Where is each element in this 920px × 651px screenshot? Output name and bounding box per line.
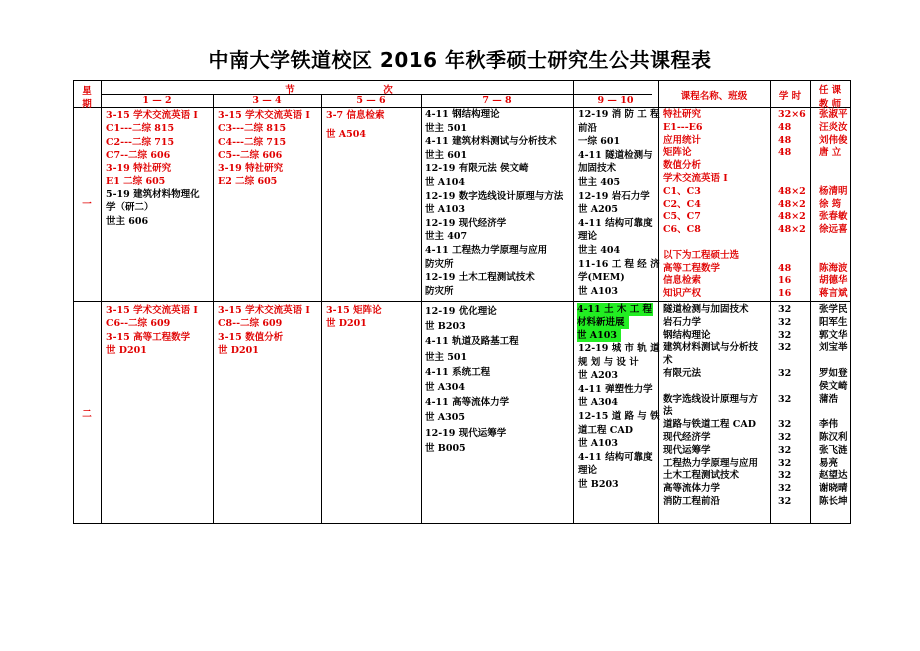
mon-p910-line: 加固技术 — [578, 163, 617, 175]
course-hours: 32 — [778, 483, 792, 495]
mon-p78-line: 防灾所 — [425, 258, 454, 270]
course-teacher: 杨清明 — [819, 185, 848, 197]
tue-course-list — [663, 304, 758, 509]
tue-p56-line: 世 D201 — [326, 318, 367, 330]
tue-p78 — [425, 304, 519, 456]
course-hours: 32×6 — [778, 109, 806, 120]
course-name: 道路与铁道工程 CAD — [663, 419, 756, 431]
course-name: 有限元法 — [663, 367, 702, 379]
course-hours: 32 — [778, 419, 792, 431]
tue-p910-line: 12-15 道 路 与 铁 — [578, 410, 660, 422]
mon-p78-line: 4-11 工程热力学原理与应用 — [425, 244, 548, 256]
tue-p12 — [106, 304, 198, 357]
tue-p910-line: 世 A203 — [578, 370, 619, 382]
mon-p910 — [578, 108, 660, 298]
tue-p12-line: C6--二综 609 — [106, 318, 171, 330]
tue-p78-line: 4-11 系统工程 — [425, 366, 491, 378]
tue-p78-line: 世 A304 — [425, 382, 466, 394]
mon-p78-line: 12-19 有限元法 侯文崎 — [425, 163, 529, 175]
mon-p910-line: 世主 404 — [578, 244, 621, 256]
tue-p12-line: 3-15 高等工程数学 — [106, 331, 191, 343]
mon-p34 — [218, 109, 310, 189]
tue-p910-line: 理论 — [578, 465, 598, 477]
tue-teacher-list — [819, 304, 848, 509]
mon-p12-line: 3-19 特社研究 — [106, 163, 172, 175]
tue-p12-line: 3-15 学术交流英语 I — [106, 305, 198, 316]
mon-hours-list — [778, 109, 806, 301]
day-label-tuesday: 二 — [82, 409, 92, 420]
mon-p12-line: E1 二综 605 — [106, 176, 166, 188]
page-title: 中南大学铁道校区 2016 年秋季硕士研究生公共课程表 — [208, 48, 712, 72]
mon-p34-line: C5--二综 606 — [218, 149, 283, 161]
course-hours: 48×2 — [778, 185, 806, 197]
mon-p78-line: 12-19 现代经济学 — [425, 217, 507, 229]
tue-hours-list — [778, 304, 791, 509]
tue-p56 — [326, 304, 382, 331]
course-hours: 48×2 — [778, 224, 806, 236]
course-hours: 32 — [778, 367, 792, 379]
mon-p910-line: 4-11 隧道检测与 — [578, 149, 653, 161]
course-name: 法 — [663, 406, 673, 418]
mon-p78-line: 4-11 钢结构理论 — [425, 109, 500, 120]
course-hours: 16 — [778, 288, 792, 300]
course-name: 特社研究 — [663, 109, 702, 120]
mon-p12-line: 学（研二） — [106, 202, 154, 214]
tue-p12-line: 世 D201 — [106, 344, 147, 356]
mon-course-list — [663, 109, 739, 301]
header-period-12: 1 — 2 — [142, 95, 172, 106]
course-hours: 32 — [778, 316, 792, 328]
course-name: 隧道检测与加固技术 — [663, 304, 749, 315]
header-period-78: 7 — 8 — [482, 95, 512, 106]
mon-p910-line: 理论 — [578, 231, 598, 243]
course-hours: 32 — [778, 431, 792, 443]
mon-p910-line: 4-11 结构可靠度 — [578, 217, 653, 229]
course-teacher: 蒲浩 — [819, 393, 839, 405]
course-name: 应用统计 — [663, 134, 702, 146]
tue-p910-highlight-line: 材料新进展 — [577, 316, 629, 329]
course-teacher: 李伟 — [819, 419, 839, 431]
mon-p910-line: 12-19 消 防 工 程 — [578, 109, 660, 120]
tue-p34-line: C8--二综 609 — [218, 318, 283, 330]
tue-p910 — [578, 342, 660, 492]
tue-p34 — [218, 304, 310, 357]
tue-p78-line: 世 A305 — [425, 412, 466, 424]
day-label-monday: 一 — [82, 199, 92, 210]
mon-p910-line: 11-16 工 程 经 济 — [578, 258, 660, 270]
course-name: C2、C4 — [663, 198, 701, 210]
tue-p34-line: 3-15 学术交流英语 I — [218, 305, 310, 316]
course-hours: 32 — [778, 329, 792, 341]
course-hours: 16 — [778, 275, 792, 287]
mon-p78-line: 世 A104 — [425, 176, 466, 188]
mon-p910-line: 世 A103 — [578, 285, 619, 297]
header-period-910: 9 — 10 — [597, 95, 634, 106]
course-name: 消防工程前沿 — [663, 495, 721, 507]
mon-p12-line: C1---二综 815 — [106, 123, 175, 135]
course-teacher: 陈汉利 — [819, 431, 848, 443]
tue-p910-line: 道工程 CAD — [578, 424, 633, 436]
header-teacher-1: 任 课 — [818, 85, 842, 96]
mon-p12-line: C7--二综 606 — [106, 149, 171, 161]
header-period-34: 3 — 4 — [252, 95, 282, 106]
course-teacher: 张春敏 — [819, 211, 848, 223]
course-name: 现代经济学 — [663, 431, 711, 443]
mon-p34-line: E2 二综 605 — [218, 176, 278, 188]
tue-p910-line: 世 B203 — [578, 478, 619, 490]
course-teacher: 易亮 — [819, 457, 839, 469]
course-name: 术 — [663, 355, 673, 367]
tue-p78-line: 4-11 高等流体力学 — [425, 397, 510, 409]
mon-p56-line: 世 A504 — [326, 129, 367, 141]
tue-p34-line: 3-15 数值分析 — [218, 331, 284, 343]
course-name: C1、C3 — [663, 185, 701, 197]
course-teacher: 蒋言斌 — [819, 288, 848, 300]
course-hours: 32 — [778, 444, 792, 456]
tue-p910-line: 世 A103 — [578, 438, 619, 450]
mon-p12-line: 世主 606 — [106, 215, 149, 227]
header-teacher-2: 教 师 — [818, 99, 842, 110]
mon-p56-line: 3-7 信息检索 — [326, 110, 385, 121]
course-hours: 48 — [778, 262, 792, 274]
mon-p12-red — [106, 109, 198, 189]
mon-p78-line: 世 A103 — [425, 204, 466, 216]
course-hours: 48 — [778, 134, 792, 146]
course-teacher: 徐 筠 — [819, 198, 842, 210]
course-teacher: 陈海波 — [819, 262, 848, 274]
tue-p910-highlight — [577, 303, 653, 342]
mon-p78-line: 4-11 建筑材料测试与分析技术 — [425, 136, 557, 148]
course-hours: 32 — [778, 342, 792, 354]
course-name: E1---E6 — [663, 121, 703, 133]
tue-p56-line: 3-15 矩阵论 — [326, 305, 382, 316]
header-period-56: 5 — 6 — [356, 95, 386, 106]
tue-p78-line: 12-19 现代运筹学 — [425, 427, 507, 439]
course-name: 知识产权 — [663, 288, 702, 300]
mon-p910-line: 学(MEM) — [578, 272, 625, 284]
course-name: 土木工程测试技术 — [663, 470, 740, 482]
course-hours: 32 — [778, 470, 792, 482]
mon-p78-line: 世主 407 — [425, 231, 468, 243]
course-name: 信息检索 — [663, 275, 702, 287]
course-teacher: 阳军生 — [819, 316, 848, 328]
course-name: 钢结构理论 — [663, 329, 711, 341]
tue-p910-line: 4-11 弹塑性力学 — [578, 383, 653, 395]
course-teacher: 罗如登 — [819, 367, 848, 379]
course-name: 岩石力学 — [663, 316, 702, 328]
course-teacher: 刘宝举 — [819, 342, 848, 354]
course-teacher: 张学民 — [819, 304, 848, 315]
mon-p78-line: 世主 501 — [425, 122, 468, 134]
mon-p78-line: 防灾所 — [425, 285, 454, 297]
tue-p78-line: 世 B203 — [425, 321, 466, 333]
tue-p78-line: 4-11 轨道及路基工程 — [425, 336, 519, 348]
header-period-1: 节 — [285, 85, 295, 96]
header-weekday-2: 期 — [82, 99, 92, 110]
course-hours: 48×2 — [778, 211, 806, 223]
header-hours: 学 时 — [778, 91, 802, 102]
course-name: 学术交流英语 I — [663, 172, 728, 184]
mon-teacher-list — [819, 109, 848, 301]
tue-p78-line: 12-19 优化理论 — [425, 306, 497, 317]
course-name: C6、C8 — [663, 224, 701, 236]
tue-p78-line: 世主 501 — [425, 351, 468, 363]
tue-p910-line: 12-19 城 市 轨 道 — [578, 343, 660, 354]
course-teacher: 汪炎汝 — [819, 121, 848, 133]
course-teacher: 张淑平 — [819, 109, 848, 120]
course-hours: 32 — [778, 304, 792, 315]
course-teacher: 侯文崎 — [819, 380, 848, 392]
tue-p910-highlight-line: 4-11 土 木 工 程 — [577, 304, 653, 315]
mon-p910-line: 一综 601 — [578, 136, 621, 148]
mon-p56 — [326, 109, 384, 142]
tue-p910-highlight-line: 世 A103 — [577, 329, 621, 342]
mon-p34-line: C4---二综 715 — [218, 136, 287, 148]
course-name: 矩阵论 — [663, 147, 692, 159]
course-teacher: 张飞涟 — [819, 444, 848, 456]
mon-p12-line: C2---二综 715 — [106, 136, 175, 148]
course-teacher: 刘伟俊 — [819, 134, 848, 146]
mon-p78-line: 12-19 土木工程测试技术 — [425, 272, 535, 284]
course-name: 高等流体力学 — [663, 483, 721, 495]
header-weekday-1: 星 — [82, 86, 92, 97]
course-teacher: 唐 立 — [819, 147, 842, 159]
tue-p78-line: 世 B005 — [425, 442, 466, 454]
course-hours: 48 — [778, 147, 792, 159]
course-name: C5、C7 — [663, 211, 701, 223]
course-hours: 48 — [778, 121, 792, 133]
course-teacher: 赵望达 — [819, 470, 848, 482]
course-name: 高等工程数学 — [663, 262, 721, 274]
course-name: 以下为工程硕士选 — [663, 249, 740, 261]
mon-p34-line: C3---二综 815 — [218, 123, 287, 135]
course-hours: 48×2 — [778, 198, 806, 210]
tue-p910-line: 4-11 结构可靠度 — [578, 451, 653, 463]
mon-p34-line: 3-19 特社研究 — [218, 163, 284, 175]
mon-p12-line: 5-19 建筑材料物理化 — [106, 189, 200, 200]
tue-p34-line: 世 D201 — [218, 344, 259, 356]
course-name: 数字选线设计原理与方 — [663, 393, 759, 405]
mon-p910-line: 12-19 岩石力学 — [578, 190, 650, 202]
course-name: 工程热力学原理与应用 — [663, 457, 759, 469]
course-hours: 32 — [778, 457, 792, 469]
header-period-2: 次 — [383, 85, 393, 96]
tue-p910-line: 规 划 与 设 计 — [578, 356, 639, 368]
mon-p12-line: 3-15 学术交流英语 I — [106, 110, 198, 121]
mon-p78-line: 世主 601 — [425, 149, 468, 161]
header-course-name: 课程名称、班级 — [680, 91, 748, 102]
mon-p910-line: 世 A205 — [578, 204, 619, 216]
course-teacher: 徐远喜 — [819, 224, 848, 236]
mon-p12-black — [106, 188, 200, 228]
course-name: 现代运筹学 — [663, 444, 711, 456]
course-name: 建筑材料测试与分析技 — [663, 342, 759, 354]
tue-p910-line: 世 A304 — [578, 397, 619, 409]
course-teacher: 陈长坤 — [819, 495, 848, 507]
course-hours: 32 — [778, 495, 792, 507]
course-name: 数值分析 — [663, 160, 702, 172]
mon-p910-line: 世主 405 — [578, 176, 621, 188]
course-teacher: 谢晓晴 — [819, 483, 848, 495]
mon-p78 — [425, 108, 563, 298]
course-teacher: 郭文华 — [819, 329, 848, 341]
mon-p34-line: 3-15 学术交流英语 I — [218, 110, 310, 121]
course-hours: 32 — [778, 393, 792, 405]
course-teacher: 胡德华 — [819, 275, 848, 287]
mon-p78-line: 12-19 数字选线设计原理与方法 — [425, 190, 564, 202]
mon-p910-line: 前沿 — [578, 122, 598, 134]
